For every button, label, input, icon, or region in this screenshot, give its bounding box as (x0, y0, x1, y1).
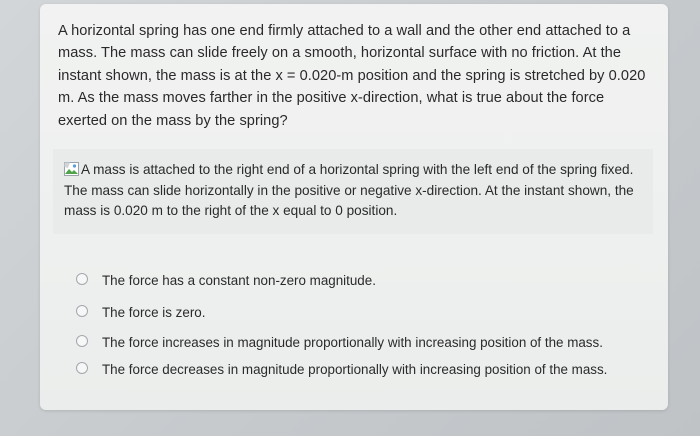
option-label[interactable]: The force decreases in magnitude proportionally with increasing position of the mass. (102, 362, 608, 377)
radio-button-icon[interactable] (76, 362, 88, 374)
option-label[interactable]: The force has a constant non-zero magnitude. (102, 273, 376, 288)
figure-alt-text (64, 160, 649, 222)
broken-image-icon (64, 162, 79, 176)
radio-button-icon[interactable] (76, 273, 88, 285)
option-label[interactable]: The force increases in magnitude proportionally with increasing position of the mass. (102, 335, 603, 350)
question-text: A horizontal spring has one end firmly attached to a wall and the other end attached to a mass. The mass can slide freely on a smooth, horizontal surface with no friction. At the instant shown, the mass is at the x = 0.020-m position and the spring is stretched by 0.020 m. As the mass moves farther in the positive x-direction, what is true about the force exerted on the mass by the spring? (58, 23, 646, 129)
radio-button-icon[interactable] (76, 305, 88, 317)
radio-button-icon[interactable] (76, 335, 88, 347)
option-label[interactable]: The force is zero. (102, 305, 206, 320)
figure-alt-label: A mass is attached to the right end of a horizontal spring with the left end of the spring fixed. The mass can slide horizontally in the positive or negative x-direction. At the instant shown, the mass is 0.020 m to the right of the x equal to 0 position. (64, 162, 634, 219)
